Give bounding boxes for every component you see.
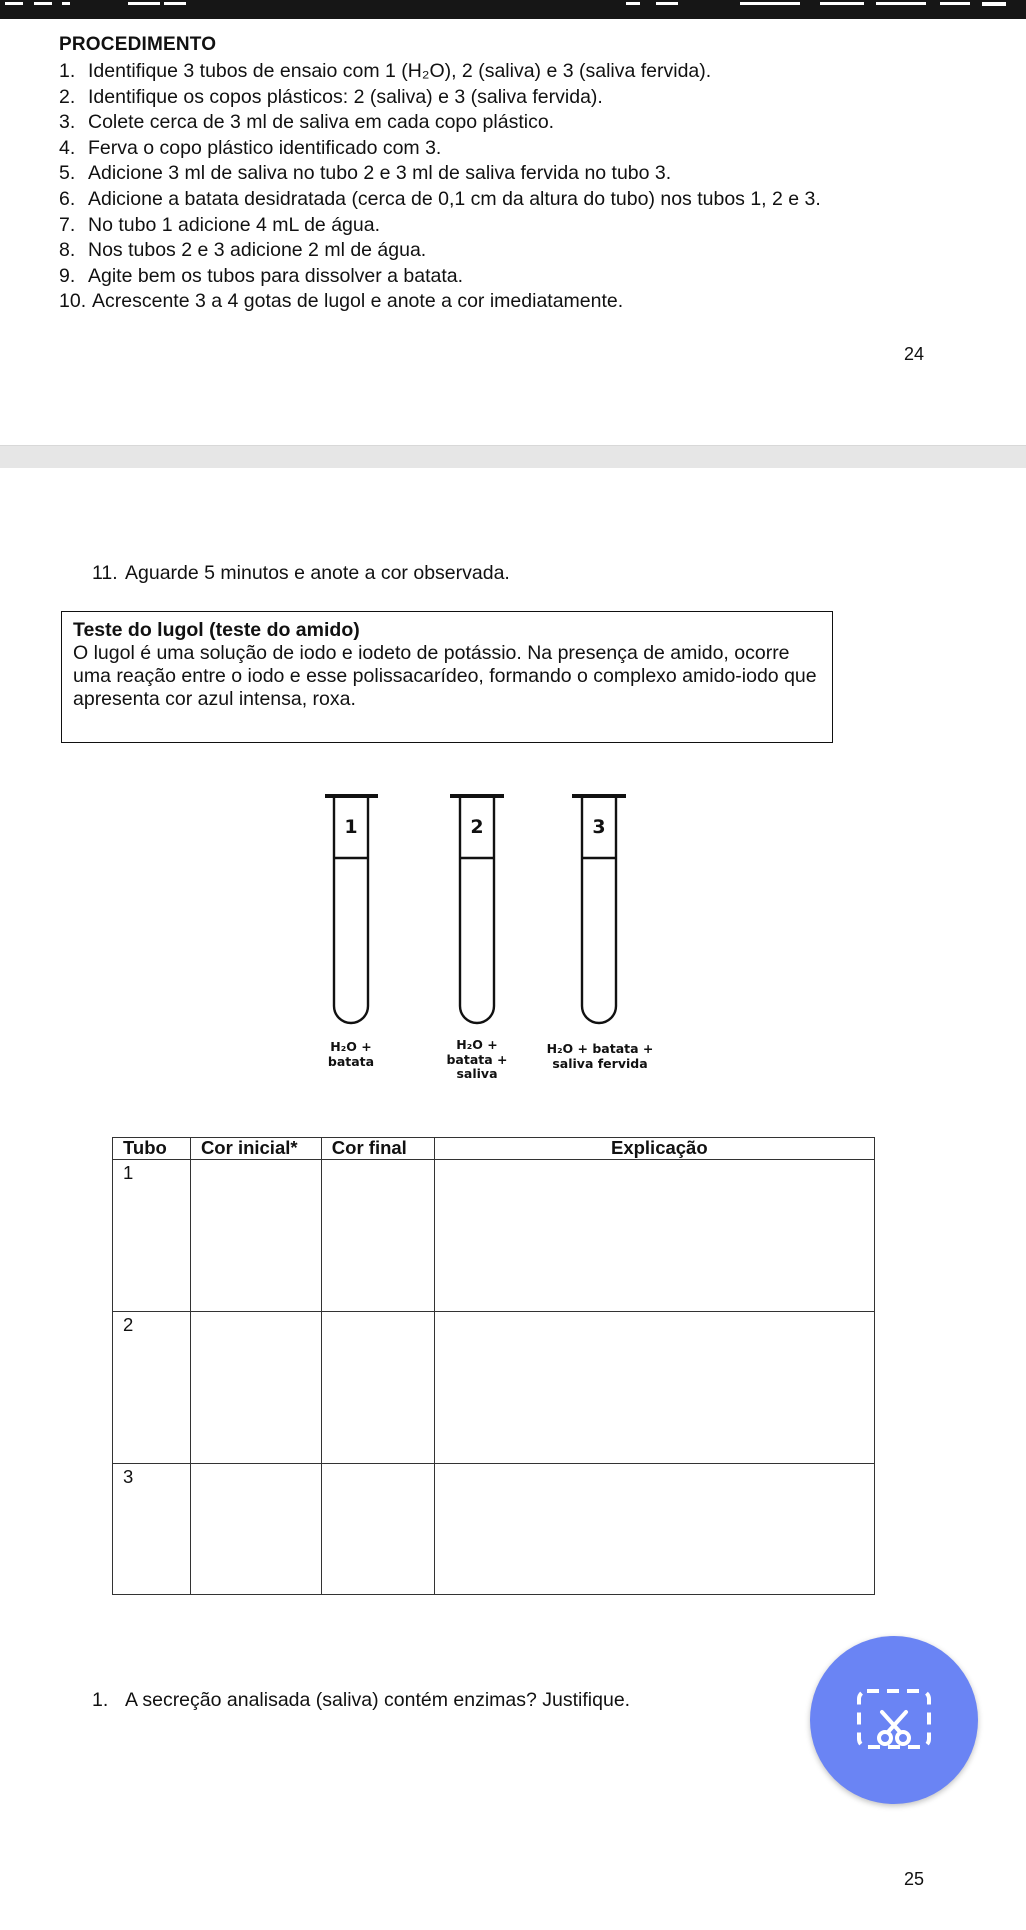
explanation-cell — [434, 1464, 874, 1595]
lugol-info-box — [61, 611, 833, 743]
explanation-cell — [434, 1160, 874, 1312]
clock-glyph — [5, 2, 23, 5]
wifi-icon — [820, 2, 864, 5]
tube-cell: 1 — [113, 1160, 191, 1312]
procedure-step: 2. Identifique os copos plásticos: 2 (saliva) e 3 (saliva fervida). — [59, 85, 603, 108]
network-icon — [876, 2, 926, 5]
notification-icon — [128, 2, 160, 5]
question: 1. A secreção analisada (saliva) contém enzimas? Justifique. — [92, 1689, 631, 1711]
column-header: Cor inicial* — [190, 1138, 321, 1160]
final-color-cell — [321, 1464, 434, 1595]
tube-number: 1 — [344, 816, 358, 838]
document-page-24 — [0, 19, 1026, 446]
clock-glyph — [62, 2, 70, 5]
initial-color-cell — [190, 1464, 321, 1595]
tube-label: H₂O + batata — [327, 1039, 375, 1069]
page-number: 25 — [904, 1869, 925, 1889]
document-page-25 — [0, 468, 1026, 1930]
procedure-step: 6. Adicione a batata desidratada (cerca de 0,1 cm da altura do tubo) nos tubos 1, 2 e 3. — [59, 187, 821, 210]
initial-color-cell — [190, 1160, 321, 1312]
results-table — [112, 1137, 875, 1595]
column-header: Cor final — [321, 1138, 434, 1160]
status-icon — [626, 2, 640, 5]
info-box-title: Teste do lugol (teste do amido) — [73, 619, 360, 641]
explanation-cell — [434, 1312, 874, 1464]
column-header: Explicação — [434, 1138, 874, 1160]
section-heading: PROCEDIMENTO — [59, 34, 217, 55]
page-number: 24 — [904, 344, 925, 364]
clock-glyph — [34, 2, 52, 5]
percent-glyph — [940, 2, 970, 5]
notification-icon — [164, 2, 186, 5]
column-header: Tubo — [113, 1138, 191, 1160]
procedure-step: 9. Agite bem os tubos para dissolver a batata. — [59, 264, 464, 287]
procedure-step: 1. Identifique 3 tubos de ensaio com 1 (H₂O), 2 (saliva) e 3 (saliva fervida). — [59, 60, 712, 82]
signal-icon — [740, 2, 800, 5]
table-row — [113, 1312, 875, 1464]
table-row — [113, 1160, 875, 1312]
tube-number: 3 — [592, 816, 606, 838]
procedure-step: 4. Ferva o copo plástico identificado com 3. — [59, 136, 442, 159]
test-tubes-diagram — [300, 786, 700, 1106]
procedure-step: 11. Aguarde 5 minutos e anote a cor observada. — [92, 562, 510, 584]
procedure-step: 5. Adicione 3 ml de saliva no tubo 2 e 3 ml de saliva fervida no tubo 3. — [59, 162, 672, 185]
table-row — [113, 1464, 875, 1595]
procedure-step: 8. Nos tubos 2 e 3 adicione 2 ml de água. — [59, 239, 427, 262]
procedure-step: 10. Acrescente 3 a 4 gotas de lugol e anote a cor imediatamente. — [59, 290, 624, 313]
status-icon — [656, 2, 678, 5]
tube-cell: 2 — [113, 1312, 191, 1464]
tube-label: H₂O + batata + saliva fervida — [546, 1041, 654, 1071]
tube-number: 2 — [470, 816, 484, 838]
procedure-steps — [59, 59, 982, 315]
procedure-step: 3. Colete cerca de 3 ml de saliva em cada copo plástico. — [59, 111, 555, 134]
initial-color-cell — [190, 1312, 321, 1464]
tube-label: H₂O + batata + saliva — [446, 1037, 508, 1081]
status-bar — [0, 0, 1026, 19]
table-header-row — [113, 1138, 875, 1160]
final-color-cell — [321, 1160, 434, 1312]
final-color-cell — [321, 1312, 434, 1464]
battery-icon — [982, 2, 1006, 6]
procedure-step: 7. No tubo 1 adicione 4 mL de água. — [59, 213, 380, 236]
screenshot-crop-button[interactable] — [810, 1636, 978, 1804]
info-box-text: O lugol é uma solução de iodo e iodeto de potássio. Na presença de amido, ocorre uma reação entre o iodo e esse polissacarídeo, formando o complexo amido-iodo que apresenta cor azul intensa, roxa. — [73, 642, 817, 710]
tube-cell: 3 — [113, 1464, 191, 1595]
scissors-select-icon — [856, 1688, 932, 1752]
